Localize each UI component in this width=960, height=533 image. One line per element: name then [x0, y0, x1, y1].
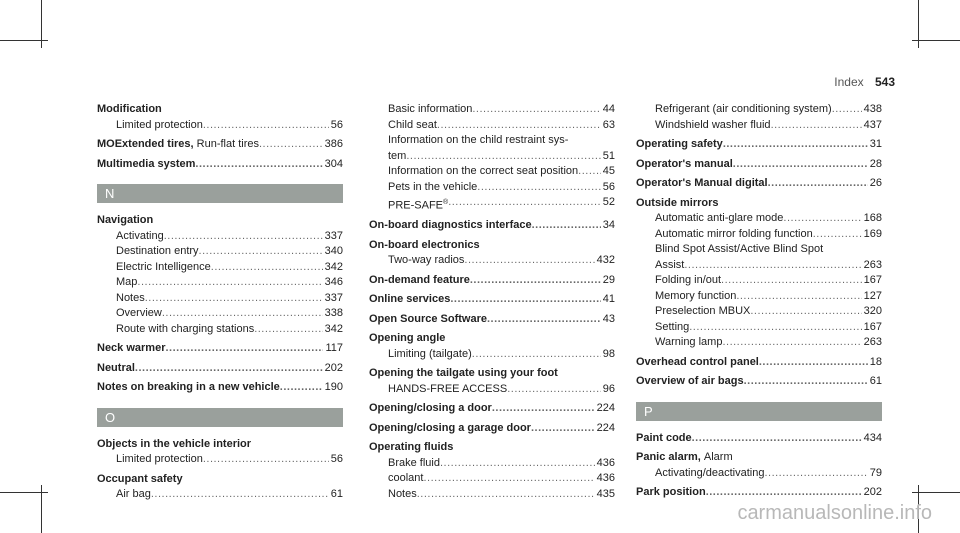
index-subentry[interactable]: Warning lamp ..... 263 [636, 335, 882, 351]
index-heading: Operating fluids [369, 441, 454, 454]
index-entry[interactable]: Paint code ..... 434 [636, 431, 882, 447]
crop-mark [0, 492, 48, 493]
index-entry[interactable]: Neutral ..... 202 [97, 361, 343, 377]
index-subentry[interactable]: Windshield washer fluid ..... 437 [636, 118, 882, 134]
index-entry[interactable]: Multimedia system ..... 304 [97, 157, 343, 173]
index-subentry[interactable]: Two-way radios ..... 432 [369, 253, 615, 269]
index-subentry[interactable]: Activating ..... 337 [97, 229, 343, 245]
index-subentry[interactable]: Notes ..... 435 [369, 487, 615, 503]
index-subentry[interactable]: Electric Intelligence ..... 342 [97, 260, 343, 276]
index-subentry[interactable]: Refrigerant (air conditioning system) ..... 438 [636, 102, 882, 118]
index-subentry[interactable]: Assist ..... 263 [636, 258, 882, 274]
index-subentry[interactable]: Folding in/out ..... 167 [636, 273, 882, 289]
index-entry[interactable]: Opening/closing a garage door ..... 224 [369, 421, 615, 437]
index-entry[interactable]: On-demand feature ..... 29 [369, 273, 615, 289]
index-subentry[interactable]: Memory function ..... 127 [636, 289, 882, 305]
index-subentry[interactable]: Brake fluid ..... 436 [369, 456, 615, 472]
index-subentry[interactable]: HANDS-FREE ACCESS ..... 96 [369, 382, 615, 398]
index-subentry[interactable]: Map ..... 346 [97, 275, 343, 291]
index-entry[interactable]: Opening/closing a door ..... 224 [369, 401, 615, 417]
index-entry[interactable]: Operator's manual ..... 28 [636, 157, 882, 173]
crop-mark [0, 40, 48, 41]
crop-mark [912, 492, 960, 493]
index-entry[interactable]: Notes on breaking in a new vehicle ..... 190 [97, 380, 343, 396]
index-subentry[interactable]: Limited protection ..... 56 [97, 452, 343, 468]
index-entry[interactable]: On-board diagnostics interface ..... 34 [369, 218, 615, 234]
index-subentry[interactable]: Route with charging stations ..... 342 [97, 322, 343, 338]
index-heading: Objects in the vehicle interior [97, 437, 252, 450]
index-subentry[interactable]: Destination entry ..... 340 [97, 244, 343, 260]
section-letter-p: P [636, 402, 882, 421]
index-heading: Opening angle [369, 332, 446, 345]
index-entry[interactable]: Overview of air bags ..... 61 [636, 374, 882, 390]
index-heading: Occupant safety [97, 472, 183, 485]
index-subentry[interactable]: PRE-SAFE® ..... 52 [369, 195, 615, 214]
index-heading: Navigation [97, 214, 154, 226]
index-heading: On-board electronics [369, 238, 480, 251]
index-subentry[interactable]: Child seat ..... 63 [369, 118, 615, 134]
index-subentry[interactable]: Notes ..... 337 [97, 291, 343, 307]
index-subentry[interactable]: tem ..... 51 [369, 149, 615, 165]
index-subentry-line: Information on the child restraint sys- [388, 134, 569, 146]
index-entry[interactable]: Operator's Manual digital ..... 26 [636, 176, 882, 192]
section-letter-n: N [97, 184, 343, 203]
index-column-3 [636, 102, 882, 501]
section-letter-o: O [97, 408, 343, 427]
index-entry[interactable]: Online services ..... 41 [369, 292, 615, 308]
index-subentry[interactable]: Air bag ..... 61 [97, 487, 343, 503]
index-subentry[interactable]: Setting ..... 167 [636, 320, 882, 336]
index-subentry[interactable]: Limited protection ..... 56 [97, 118, 343, 134]
index-subentry[interactable]: Automatic mirror folding function ..... 169 [636, 227, 882, 243]
index-entry[interactable]: Park position ..... 202 [636, 485, 882, 501]
index-entry[interactable]: Overhead control panel ..... 18 [636, 355, 882, 371]
index-entry[interactable]: Operating safety ..... 31 [636, 137, 882, 153]
index-heading: Outside mirrors [636, 196, 719, 209]
index-entry[interactable]: Neck warmer ..... 117 [97, 341, 343, 357]
index-entry[interactable]: Open Source Software ..... 43 [369, 312, 615, 328]
index-heading: Panic alarm, Alarm [636, 451, 733, 463]
index-column-1 [97, 102, 343, 503]
index-subentry[interactable]: Basic information ..... 44 [369, 102, 615, 118]
page-number: 543 [874, 75, 895, 89]
index-subentry[interactable]: Automatic anti-glare mode ..... 168 [636, 211, 882, 227]
index-subentry[interactable]: Information on the correct seat position ..... 45 [369, 164, 615, 180]
index-subentry[interactable]: Pets in the vehicle ..... 56 [369, 180, 615, 196]
index-subentry[interactable]: Preselection MBUX ..... 320 [636, 304, 882, 320]
index-subentry[interactable]: coolant ..... 436 [369, 471, 615, 487]
page-header [834, 75, 895, 89]
index-heading: Modification [97, 103, 162, 115]
index-label: Index [834, 75, 864, 89]
index-subentry[interactable]: Overview ..... 338 [97, 306, 343, 322]
index-entry[interactable]: MOExtended tires, Run-flat tires ..... 386 [97, 137, 343, 153]
index-subentry[interactable]: Limiting (tailgate) ..... 98 [369, 347, 615, 363]
index-column-2 [369, 102, 615, 502]
watermark: carmanualsonline.info [737, 502, 932, 524]
index-subentry[interactable]: Activating/deactivating ..... 79 [636, 466, 882, 482]
crop-mark [912, 40, 960, 41]
index-heading: Opening the tailgate using your foot [369, 367, 558, 380]
index-subentry-line: Blind Spot Assist/Active Blind Spot [655, 243, 824, 255]
